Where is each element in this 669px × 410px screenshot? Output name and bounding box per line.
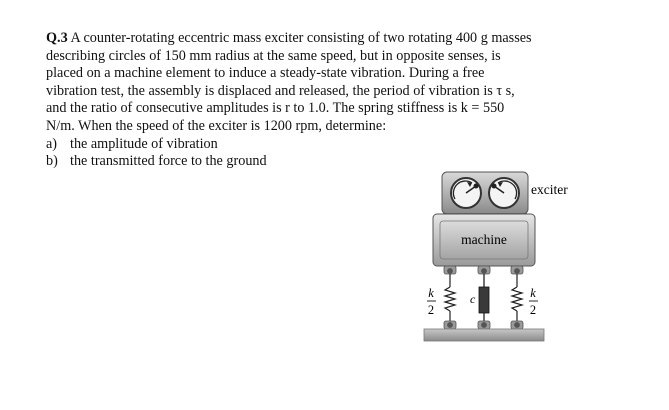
svg-text:k: k (530, 286, 536, 300)
exciter-label: exciter (531, 182, 568, 197)
question-number: Q.3 (46, 30, 68, 46)
exciter (442, 172, 528, 214)
part-b: b) the transmitted force to the ground (46, 153, 267, 170)
question-line-4: vibration test, the assembly is displaced and released, the period of vibration is τ s, (46, 82, 515, 99)
rotor-left-icon (451, 178, 481, 208)
damper-label: c (470, 292, 476, 306)
svg-text:k: k (428, 286, 434, 300)
damper (479, 274, 489, 323)
spring-right-label (529, 286, 538, 317)
spring-left (445, 274, 455, 323)
question-line-5: and the ratio of consecutive amplitudes is r to 1.0. The spring stiffness is k = 550 (46, 100, 505, 117)
question-line-6: N/m. When the speed of the exciter is 1200 rpm, determine: (46, 117, 387, 134)
ground-brackets (444, 321, 523, 329)
question-line-1: Q.3 A counter-rotating eccentric mass exciter consisting of two rotating 400 g masses (46, 30, 532, 46)
rotor-right-icon (489, 178, 519, 208)
svg-text:2: 2 (427, 303, 435, 317)
spring-right (512, 274, 522, 323)
part-a: a) the amplitude of vibration (46, 135, 218, 152)
mount-brackets (444, 266, 523, 274)
question-line-3: placed on a machine element to induce a steady-state vibration. During a free (46, 65, 485, 82)
svg-text:2: 2 (529, 303, 537, 317)
question-line-2: describing circles of 150 mm radius at the same speed, but in opposite senses, is (46, 47, 501, 64)
machine-label: machine (461, 232, 507, 247)
spring-left-label (427, 286, 436, 317)
ground (424, 329, 544, 341)
machine-block (433, 214, 535, 266)
